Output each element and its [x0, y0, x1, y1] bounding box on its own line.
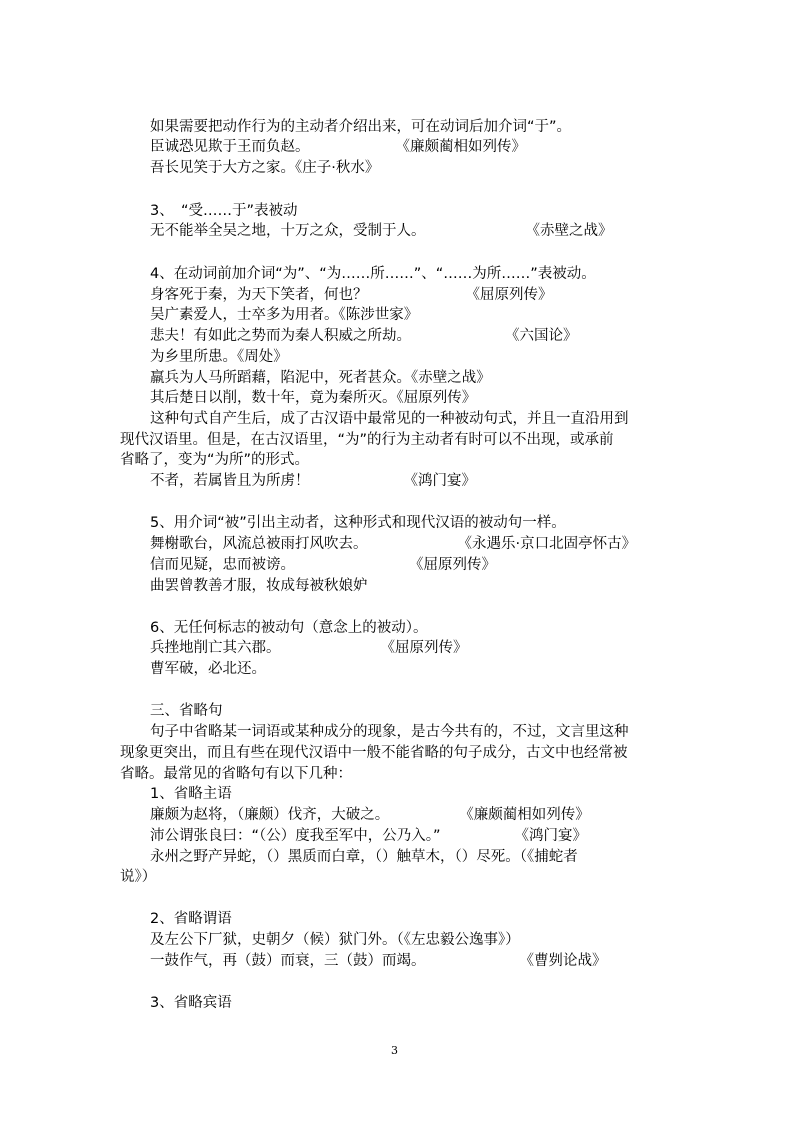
source-citation: 《廉颇蔺相如列传》	[395, 139, 526, 155]
text-line: 3、 “受……于”表被动	[150, 203, 298, 219]
page-number: 3	[391, 1044, 398, 1057]
text-line: 其后楚日以削，数十年，竟为秦所灭。《屈原列传》	[150, 390, 477, 406]
text-line: 舞榭歌台，风流总被雨打风吹去。 《永遇乐·京口北固亭怀古》	[150, 536, 637, 552]
source-citation: 《屈原列传》	[409, 557, 496, 573]
text-line: 为乡里所患。《周处》	[150, 349, 288, 365]
text-line: 臣诚恐见欺于王而负赵。 《廉颇蔺相如列传》	[150, 139, 526, 155]
text-line: 曹军破，必北还。	[150, 661, 266, 677]
source-citation: 《六国论》	[505, 328, 578, 344]
text-line: 5、用介词“被”引出主动者，这种形式和现代汉语的被动句一样。	[150, 515, 566, 531]
text-line: 信而见疑，忠而被谤。 《屈原列传》	[150, 557, 496, 573]
text-line: 沛公谓张良曰：“（公）度我至军中，公乃入。” 《鸿门宴》	[150, 828, 588, 844]
source-citation: 《廉颇蔺相如列传》	[459, 807, 590, 823]
text-line: 曲罢曾教善才服，妆成每被秋娘妒	[150, 578, 368, 594]
text-line: 1、省略主语	[150, 786, 232, 802]
text-line: 说》）	[120, 869, 157, 885]
source-citation: 《屈原列传》	[380, 640, 468, 656]
text-line: 2、省略谓语	[150, 911, 232, 927]
source-citation: 《赤壁之战》	[525, 223, 613, 239]
text-line: 省略了，变为“为所”的形式。	[120, 452, 310, 468]
section-heading: 三、省略句	[150, 703, 223, 719]
text-line: 悲夫！有如此之势而为秦人积威之所劫。 《六国论》	[150, 328, 578, 344]
text-line: 现象更突出，而且有些在现代汉语中一般不能省略的句子成分，古文中也经常被	[120, 745, 628, 761]
text-line: 及左公下厂狱，史朝夕（候）狱门外。（《左忠毅公逸事》）	[150, 932, 520, 948]
text-line: 永州之野产异蛇，（）黑质而白章，（）触草木，（）尽死。（《捕蛇者	[150, 849, 578, 865]
source-citation: 《曹刿论战》	[519, 953, 607, 969]
text-line: 3、省略宾语	[150, 995, 232, 1011]
text-line: 兵挫地削亡其六郡。 《屈原列传》	[150, 640, 468, 656]
text-line: 吴广素爱人，士卒多为用者。《陈涉世家》	[150, 307, 419, 323]
text-line: 一鼓作气，再（鼓）而衰，三（鼓）而竭。 《曹刿论战》	[150, 953, 607, 969]
text-line: 不者，若属皆且为所虏！ 《鸿门宴》	[150, 473, 476, 489]
source-citation: 《永遇乐·京口北固亭怀古》	[457, 536, 637, 552]
text-line: 身客死于秦，为天下笑者，何也？ 《屈原列传》	[150, 287, 553, 303]
text-line: 羸兵为人马所蹈藉，陷泥中，死者甚众。《赤壁之战》	[150, 370, 491, 386]
text-line: 6、无任何标志的被动句（意念上的被动）。	[150, 620, 428, 636]
source-citation: 《鸿门宴》	[403, 473, 476, 489]
text-line: 句子中省略某一词语或某种成分的现象，是古今共有的，不过，文言里这种	[150, 724, 629, 740]
text-line: 吾长见笑于大方之家。《庄子·秋水》	[150, 160, 380, 176]
text-line: 现代汉语里。但是，在古汉语里，“为”的行为主动者有时可以不出现，或承前	[120, 432, 614, 448]
text-line: 这种句式自产生后，成了古汉语中最常见的一种被动句式，并且一直沿用到	[150, 411, 629, 427]
text-line: 省略。最常见的省略句有以下几种：	[120, 766, 352, 782]
source-citation: 《鸿门宴》	[514, 828, 588, 844]
text-line: 4、在动词前加介词“为”、“为……所……”、“……为所……”表被动。	[150, 266, 596, 282]
source-citation: 《屈原列传》	[465, 287, 553, 303]
text-line: 如果需要把动作行为的主动者介绍出来，可在动词后加介词“于”。	[150, 119, 572, 135]
text-line: 无不能举全吴之地，十万之众，受制于人。 《赤壁之战》	[150, 223, 613, 239]
text-line: 廉颇为赵将，（廉颇）伐齐，大破之。 《廉颇蔺相如列传》	[150, 807, 590, 823]
